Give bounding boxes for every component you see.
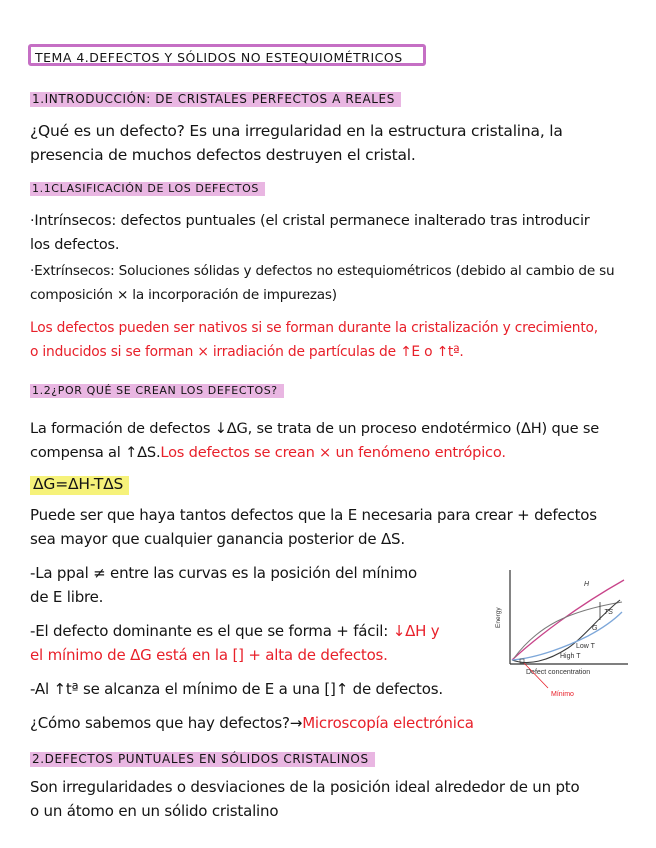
s2-paragraph-line-1: Son irregularidades o desviaciones de la posición ideal alrededor de un pto: [30, 778, 580, 796]
s1-paragraph-line-1: ¿Qué es un defecto? Es una irregularidad en la estructura cristalina, la: [30, 122, 563, 140]
low-t-label: Low T: [576, 643, 595, 650]
s12-paragraph2-line-2: sea mayor que cualquier ganancia posterior de ΔS.: [30, 530, 405, 548]
energy-diagram: [488, 566, 638, 704]
ts-label: TS: [604, 609, 613, 616]
s1-paragraph-line-2: presencia de muchos defectos destruyen el cristal.: [30, 146, 416, 164]
y-axis-label: Energy: [495, 607, 502, 628]
red-note-line-1: Los defectos pueden ser nativos si se forman durante la cristalización y crecimiento,: [30, 320, 598, 336]
page-title: TEMA 4.DEFECTOS Y SÓLIDOS NO ESTEQUIOMÉTRICOS: [35, 50, 403, 65]
section-1-2-heading: 1.2¿POR QUÉ SE CREAN LOS DEFECTOS?: [30, 384, 284, 398]
g-label: G: [592, 625, 598, 632]
minimum-note: Mínimo: [551, 691, 574, 698]
extrinsecos-line-2: composición × la incorporación de impurezas): [30, 287, 337, 303]
s2-paragraph-line-2: o un átomo en un sólido cristalino: [30, 802, 279, 820]
s12-paragraph-line-2: [30, 446, 506, 461]
gibbs-formula: ΔG=ΔH-TΔS: [30, 476, 129, 495]
s12-p6: [30, 716, 474, 731]
s12-p4-line-2: el mínimo de ΔG está en la [] + alta de defectos.: [30, 646, 388, 664]
h-label: H: [584, 581, 590, 588]
s12-paragraph-line-1: La formación de defectos ↓ΔG, se trata de un proceso endotérmico (ΔH) que se: [30, 420, 600, 437]
intrinsecos-line-2: los defectos.: [30, 237, 120, 253]
intrinsecos-line-1: ·Intrínsecos: defectos puntuales (el cristal permanece inalterado tras introducir: [30, 213, 590, 229]
red-note-line-2: o inducidos si se forman × irradiación de partículas de ↑E o ↑tª.: [30, 344, 464, 360]
title-box: [28, 44, 426, 66]
section-2-heading: 2.DEFECTOS PUNTUALES EN SÓLIDOS CRISTALINOS: [30, 752, 375, 767]
s12-p6-red: Microscopía electrónica: [302, 714, 474, 732]
s12-p6-black: ¿Cómo sabemos que hay defectos?→: [30, 714, 303, 732]
section-1-heading: 1.INTRODUCCIÓN: DE CRISTALES PERFECTOS A REALES: [30, 92, 401, 107]
s12-p4-black: -El defecto dominante es el que se forma + fácil:: [30, 622, 389, 640]
high-t-label: High T: [560, 653, 581, 660]
x-axis-label: Defect concentration: [526, 669, 591, 676]
s12-p4-line-1: [30, 624, 439, 639]
extrinsecos-line-1: ·Extrínsecos: Soluciones sólidas y defectos no estequiométricos (debido al cambio de su: [30, 263, 615, 279]
s12-p3-line-1: -La ppal ≠ entre las curvas es la posición del mínimo: [30, 564, 418, 582]
s12-paragraph2-line-1: Puede ser que haya tantos defectos que la E necesaria para crear + defectos: [30, 506, 597, 524]
s12-paragraph-line-2-black: compensa al ↑ΔS.: [30, 444, 161, 461]
section-1-1-heading: 1.1CLASIFICACIÓN DE LOS DEFECTOS: [30, 182, 265, 196]
s12-p4-red: ↓ΔH y: [392, 622, 440, 640]
s12-p5: -Al ↑tª se alcanza el mínimo de E a una []↑ de defectos.: [30, 680, 443, 698]
s12-p3-line-2: de E libre.: [30, 588, 104, 606]
s12-paragraph-line-2-red: Los defectos se crean × un fenómeno entrópico.: [160, 444, 506, 461]
